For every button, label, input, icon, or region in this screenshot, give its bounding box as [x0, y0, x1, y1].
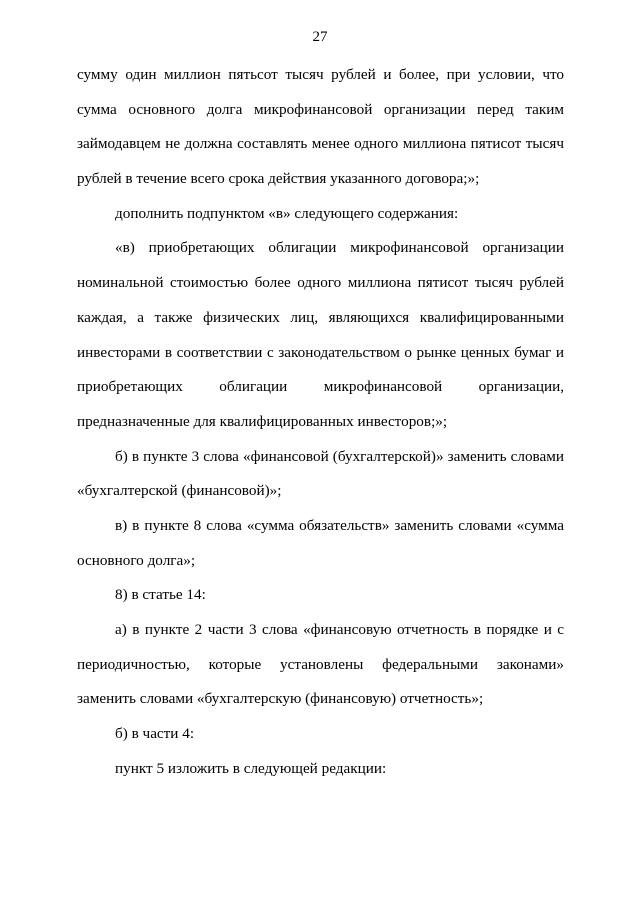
text-line: приобретающих облигации микрофинансовой организации,: [77, 378, 564, 396]
text-line: номинальной стоимостью более одного миллиона пятисот тысяч рублей: [77, 274, 564, 292]
text-line: рублей в течение всего срока действия указанного договора;»;: [77, 170, 480, 188]
text-line: займодавцем не должна составлять менее одного миллиона пятисот тысяч: [77, 135, 564, 153]
text-line: сумму один миллион пятьсот тысяч рублей и более, при условии, что: [77, 66, 564, 83]
page-number: 27: [312, 29, 328, 45]
text-line: «в) приобретающих облигации микрофинансовой организации: [115, 239, 564, 257]
text-line: б) в части 4:: [115, 725, 195, 743]
text-line: б) в пункте 3 слова «финансовой (бухгалтерской)» заменить словами: [115, 447, 564, 465]
text-line: периодичностью, которые установлены федеральными законами»: [77, 655, 564, 673]
text-line: предназначенные для квалифицированных инвесторов;»;: [77, 412, 448, 430]
text-line: «бухгалтерской (финансовой)»;: [77, 482, 282, 500]
text-line: каждая, а также физических лиц, являющихся квалифицированными: [77, 308, 564, 326]
text-line: инвесторами в соответствии с законодательством о рынке ценных бумаг и: [77, 343, 564, 361]
text-line: 8) в статье 14:: [115, 586, 206, 604]
text-line: дополнить подпунктом «в» следующего содержания:: [115, 204, 459, 222]
body-text: [77, 64, 564, 792]
text-line: сумма основного долга микрофинансовой организации перед таким: [77, 100, 564, 118]
text-line: заменить словами «бухгалтерскую (финансовую) отчетность»;: [77, 690, 484, 708]
text-line: основного долга»;: [77, 551, 196, 569]
text-line: в) в пункте 8 слова «сумма обязательств» заменить словами «сумма: [115, 516, 564, 534]
text-line: пункт 5 изложить в следующей редакции:: [115, 759, 387, 777]
text-line: а) в пункте 2 части 3 слова «финансовую отчетность в порядке и с: [115, 621, 564, 638]
